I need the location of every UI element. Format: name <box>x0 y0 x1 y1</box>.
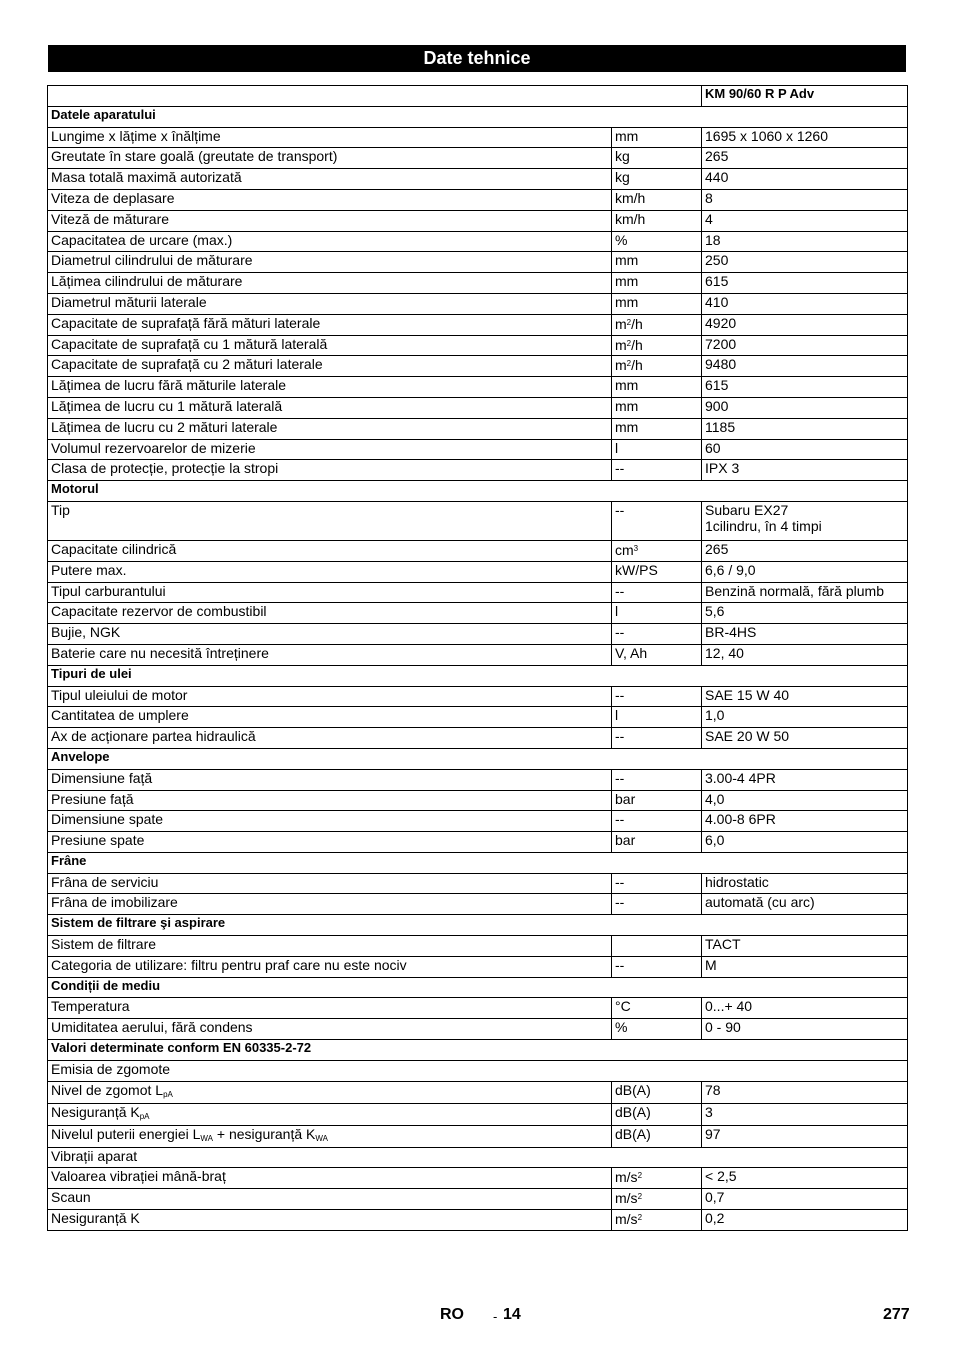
spec-value: 12, 40 <box>702 644 908 665</box>
section-heading: Frâne <box>48 852 908 873</box>
spec-value: 6,0 <box>702 832 908 853</box>
spec-value: 9480 <box>702 356 908 377</box>
spec-unit: l <box>612 439 702 460</box>
spec-value: 900 <box>702 397 908 418</box>
footer-language: RO <box>440 1306 464 1323</box>
spec-label: Tipul carburantului <box>48 582 612 603</box>
spec-unit: $m^2/h$ <box>612 335 702 356</box>
spec-value: < 2,5 <box>702 1168 908 1189</box>
spec-unit: l <box>612 707 702 728</box>
spec-value <box>702 501 908 540</box>
spec-label: Cantitatea de umplere <box>48 707 612 728</box>
spec-value: 440 <box>702 169 908 190</box>
spec-value: 60 <box>702 439 908 460</box>
spec-value: 250 <box>702 252 908 273</box>
table-row <box>48 210 908 231</box>
spec-value: 7200 <box>702 335 908 356</box>
spec-value: 4 <box>702 210 908 231</box>
spec-table <box>47 85 908 1231</box>
spec-label: Scaun <box>48 1189 612 1210</box>
spec-unit: % <box>612 231 702 252</box>
table-row <box>48 231 908 252</box>
spec-label: Lățimea de lucru fără măturile laterale <box>48 377 612 398</box>
spec-label: Baterie care nu necesită întreținere <box>48 644 612 665</box>
spec-unit: dB(A) <box>612 1081 702 1103</box>
spec-unit: -- <box>612 894 702 915</box>
section-row <box>48 665 908 686</box>
spec-value: hidrostatic <box>702 873 908 894</box>
spec-label: Dimensiune față <box>48 769 612 790</box>
spec-unit: $cm^3$ <box>612 540 702 561</box>
spec-label: Lățimea de lucru cu 2 mături laterale <box>48 418 612 439</box>
spec-value: 18 <box>702 231 908 252</box>
spec-value: 3 <box>702 1103 908 1125</box>
spec-label: Ax de acționare partea hidraulică <box>48 728 612 749</box>
table-row <box>48 811 908 832</box>
section-row <box>48 748 908 769</box>
section-row <box>48 106 908 127</box>
section-row <box>48 852 908 873</box>
spec-value: 4,0 <box>702 790 908 811</box>
spec-value: 615 <box>702 377 908 398</box>
table-row <box>48 418 908 439</box>
table-row <box>48 624 908 645</box>
spec-unit: °C <box>612 998 702 1019</box>
spec-unit: mm <box>612 397 702 418</box>
spec-label: Diametrul măturii laterale <box>48 293 612 314</box>
spec-unit: -- <box>612 582 702 603</box>
spec-value: 265 <box>702 540 908 561</box>
spec-unit: $m/s^2$ <box>612 1168 702 1189</box>
table-row <box>48 1081 908 1103</box>
spec-unit: -- <box>612 769 702 790</box>
spec-label: Nivelul puterii energiei $L_{WA}$ + nesiguranță $K_{WA}$ <box>48 1125 612 1147</box>
spec-unit: -- <box>612 624 702 645</box>
table-row <box>48 377 908 398</box>
spec-unit: dB(A) <box>612 1125 702 1147</box>
table-row <box>48 936 908 957</box>
table-row <box>48 314 908 335</box>
table-row <box>48 769 908 790</box>
spec-unit: km/h <box>612 210 702 231</box>
spec-value: 4.00-8 6PR <box>702 811 908 832</box>
page-title: Date tehnice <box>48 45 906 72</box>
section-heading: Motorul <box>48 481 908 502</box>
table-row <box>48 728 908 749</box>
spec-value: automată (cu arc) <box>702 894 908 915</box>
spec-unit: mm <box>612 252 702 273</box>
spec-unit: -- <box>612 501 702 540</box>
table-row <box>48 148 908 169</box>
spec-unit: mm <box>612 293 702 314</box>
spec-value: 0,7 <box>702 1189 908 1210</box>
section-heading: Valori determinate conform EN 60335-2-72 <box>48 1040 908 1061</box>
spec-unit: $m^2/h$ <box>612 314 702 335</box>
spec-value: 4920 <box>702 314 908 335</box>
spec-value: 265 <box>702 148 908 169</box>
section-row <box>48 915 908 936</box>
spec-label: Umiditatea aerului, fără condens <box>48 1019 612 1040</box>
subsection-row <box>48 1147 908 1168</box>
spec-unit: -- <box>612 686 702 707</box>
spec-label: Lățimea cilindrului de măturare <box>48 273 612 294</box>
spec-unit: mm <box>612 377 702 398</box>
spec-label: Dimensiune spate <box>48 811 612 832</box>
spec-label: Capacitate de suprafață cu 2 mături laterale <box>48 356 612 377</box>
table-row <box>48 603 908 624</box>
table-row <box>48 1210 908 1231</box>
spec-label: Capacitate cilindrică <box>48 540 612 561</box>
model-header: KM 90/60 R P Adv <box>702 86 908 107</box>
spec-value: 1,0 <box>702 707 908 728</box>
spec-unit: $m/s^2$ <box>612 1210 702 1231</box>
spec-value: 615 <box>702 273 908 294</box>
table-row <box>48 189 908 210</box>
spec-label: Frâna de imobilizare <box>48 894 612 915</box>
spec-unit: l <box>612 603 702 624</box>
spec-unit: -- <box>612 811 702 832</box>
table-row <box>48 1125 908 1147</box>
spec-label: Tip <box>48 501 612 540</box>
spec-value: 6,6 / 9,0 <box>702 561 908 582</box>
table-row <box>48 832 908 853</box>
spec-label: Masa totală maximă autorizată <box>48 169 612 190</box>
spec-unit: $m^2/h$ <box>612 356 702 377</box>
spec-unit: bar <box>612 790 702 811</box>
spec-label: Capacitatea de urcare (max.) <box>48 231 612 252</box>
spec-value: 0 - 90 <box>702 1019 908 1040</box>
spec-value: SAE 15 W 40 <box>702 686 908 707</box>
table-row <box>48 273 908 294</box>
spec-unit: km/h <box>612 189 702 210</box>
spec-unit: V, Ah <box>612 644 702 665</box>
footer-dash: - <box>493 1309 498 1324</box>
table-row <box>48 1168 908 1189</box>
section-row <box>48 1040 908 1061</box>
header-blank-cell <box>48 86 702 107</box>
subsection-row <box>48 1060 908 1081</box>
spec-value: SAE 20 W 50 <box>702 728 908 749</box>
spec-label: Nivel de zgomot $L_{pA}$ <box>48 1081 612 1103</box>
table-row <box>48 127 908 148</box>
spec-unit: kg <box>612 148 702 169</box>
spec-value: 97 <box>702 1125 908 1147</box>
spec-unit: -- <box>612 956 702 977</box>
spec-label: Categoria de utilizare: filtru pentru praf care nu este nociv <box>48 956 612 977</box>
spec-label: Volumul rezervoarelor de mizerie <box>48 439 612 460</box>
spec-unit: bar <box>612 832 702 853</box>
spec-label: Sistem de filtrare <box>48 936 612 957</box>
spec-unit: -- <box>612 873 702 894</box>
spec-label: Putere max. <box>48 561 612 582</box>
spec-unit: $m/s^2$ <box>612 1189 702 1210</box>
table-row <box>48 1189 908 1210</box>
table-row <box>48 169 908 190</box>
table-row <box>48 873 908 894</box>
spec-label: Bujie, NGK <box>48 624 612 645</box>
section-row <box>48 481 908 502</box>
section-heading: Sistem de filtrare şi aspirare <box>48 915 908 936</box>
spec-label: Greutate în stare goală (greutate de transport) <box>48 148 612 169</box>
spec-value: 8 <box>702 189 908 210</box>
table-row <box>48 894 908 915</box>
table-header-row <box>48 86 908 107</box>
table-row <box>48 582 908 603</box>
spec-label: Nesiguranță $K_{pA}$ <box>48 1103 612 1125</box>
spec-unit <box>612 936 702 957</box>
spec-label: Viteza de deplasare <box>48 189 612 210</box>
spec-unit: -- <box>612 460 702 481</box>
footer-page-number: 277 <box>883 1306 910 1323</box>
table-row <box>48 1103 908 1125</box>
spec-value: 78 <box>702 1081 908 1103</box>
spec-label: Viteză de măturare <box>48 210 612 231</box>
spec-label: Nesiguranță K <box>48 1210 612 1231</box>
spec-label: Capacitate de suprafață cu 1 mătură laterală <box>48 335 612 356</box>
section-heading: Anvelope <box>48 748 908 769</box>
section-heading: Datele aparatului <box>48 106 908 127</box>
spec-label: Lungime x lățime x înălțime <box>48 127 612 148</box>
spec-value-line: Subaru EX27 <box>705 501 789 518</box>
spec-label: Tipul uleiului de motor <box>48 686 612 707</box>
subsection-heading: Vibrații aparat <box>48 1147 908 1168</box>
spec-label: Presiune față <box>48 790 612 811</box>
table-row <box>48 501 908 540</box>
table-row <box>48 397 908 418</box>
table-row <box>48 335 908 356</box>
table-row <box>48 1019 908 1040</box>
spec-unit: kW/PS <box>612 561 702 582</box>
spec-value: 3.00-4 4PR <box>702 769 908 790</box>
section-row <box>48 977 908 998</box>
table-row <box>48 439 908 460</box>
spec-unit: -- <box>612 728 702 749</box>
spec-unit: % <box>612 1019 702 1040</box>
section-heading: Tipuri de ulei <box>48 665 908 686</box>
spec-value: 0...+ 40 <box>702 998 908 1019</box>
spec-label: Diametrul cilindrului de măturare <box>48 252 612 273</box>
section-heading: Condiții de mediu <box>48 977 908 998</box>
spec-label: Capacitate de suprafață fără mături laterale <box>48 314 612 335</box>
spec-value: 1185 <box>702 418 908 439</box>
spec-value: 410 <box>702 293 908 314</box>
spec-label: Presiune spate <box>48 832 612 853</box>
table-row <box>48 790 908 811</box>
spec-label: Valoarea vibrației mână-braț <box>48 1168 612 1189</box>
spec-label: Clasa de protecție, protecție la stropi <box>48 460 612 481</box>
spec-label: Lățimea de lucru cu 1 mătură laterală <box>48 397 612 418</box>
table-row <box>48 540 908 561</box>
spec-value: 0,2 <box>702 1210 908 1231</box>
spec-value: IPX 3 <box>702 460 908 481</box>
spec-table-body <box>48 86 908 1231</box>
table-row <box>48 707 908 728</box>
table-row <box>48 460 908 481</box>
spec-value: M <box>702 956 908 977</box>
spec-unit: dB(A) <box>612 1103 702 1125</box>
spec-label: Frâna de serviciu <box>48 873 612 894</box>
table-row <box>48 293 908 314</box>
spec-unit: kg <box>612 169 702 190</box>
spec-label: Temperatura <box>48 998 612 1019</box>
table-row <box>48 686 908 707</box>
subsection-heading: Emisia de zgomote <box>48 1060 908 1081</box>
spec-value: 1695 x 1060 x 1260 <box>702 127 908 148</box>
spec-value: TACT <box>702 936 908 957</box>
spec-value: 5,6 <box>702 603 908 624</box>
spec-unit: mm <box>612 418 702 439</box>
spec-value: BR-4HS <box>702 624 908 645</box>
table-row <box>48 998 908 1019</box>
table-row <box>48 644 908 665</box>
spec-value: Benzină normală, fără plumb <box>702 582 908 603</box>
table-row <box>48 561 908 582</box>
table-row <box>48 356 908 377</box>
spec-unit: mm <box>612 127 702 148</box>
spec-unit: mm <box>612 273 702 294</box>
spec-label: Capacitate rezervor de combustibil <box>48 603 612 624</box>
table-row <box>48 956 908 977</box>
spec-value-line: 1cilindru, în 4 timpi <box>705 517 822 534</box>
table-row <box>48 252 908 273</box>
footer-local-page: 14 <box>503 1306 521 1323</box>
